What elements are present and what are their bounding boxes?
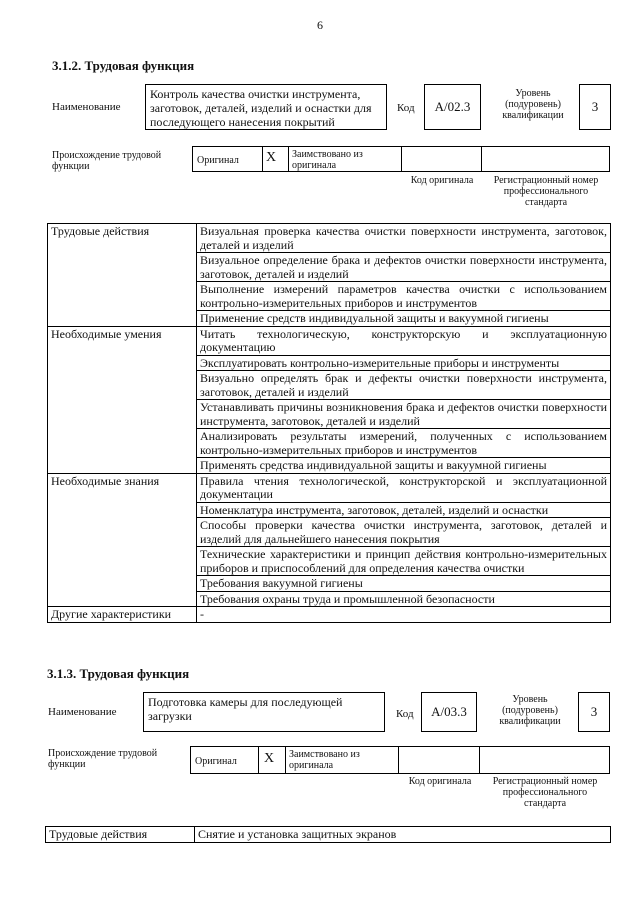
section-heading-1: 3.1.2. Трудовая функция: [52, 58, 195, 73]
original-label: Оригинал: [197, 155, 239, 166]
row-category: Необходимые знания: [48, 473, 197, 607]
level-value: 3: [578, 692, 610, 732]
borrowed-label: Заимствовано из оригинала: [292, 149, 363, 171]
origin-label: Происхождение трудовой функции: [48, 748, 158, 770]
table-cell: Технические характеристики и принцип действия контрольно-измерительных приборов и приспособлений для определения качества очистки: [197, 547, 611, 576]
original-mark: X: [266, 150, 277, 165]
code-value: A/02.3: [424, 84, 481, 130]
table-cell: Визуально определять брак и дефекты очистки поверхности инструмента, заготовок, деталей и изделий: [197, 371, 611, 400]
function-name-box: Подготовка камеры для последующей загрузки: [143, 692, 385, 732]
row-category: Трудовые действия: [46, 827, 195, 843]
name-label: Наименование: [48, 706, 117, 718]
table-cell: -: [197, 607, 611, 623]
row-category: Необходимые умения: [48, 326, 197, 473]
origin-divider: [398, 746, 399, 774]
original-mark: X: [264, 751, 275, 766]
table-cell: Эксплуатировать контрольно-измерительные приборы и инструменты: [197, 355, 611, 371]
code-label: Код: [396, 708, 414, 720]
table-cell: Устанавливать причины возникновения брака и дефектов очистки поверхности инструмента, заготовок, деталей и изделий: [197, 400, 611, 429]
level-label: Уровень (подуровень) квалификации: [499, 694, 561, 727]
requirements-table-1: [47, 223, 611, 623]
original-label: Оригинал: [195, 756, 237, 767]
code-original-label: Код оригинала: [408, 776, 472, 787]
table-cell: Снятие и установка защитных экранов: [195, 827, 611, 843]
page-number: 6: [317, 18, 323, 32]
origin-divider: [288, 146, 289, 172]
table-cell: Применять средства индивидуальной защиты и вакуумной гигиены: [197, 458, 611, 474]
origin-divider: [262, 146, 263, 172]
table-cell: Способы проверки качества очистки инструмента, заготовок, деталей и изделий для дальнейшего нанесения покрытия: [197, 518, 611, 547]
reg-number-label: Регистрационный номер профессионального стандарта: [492, 776, 598, 809]
origin-label: Происхождение трудовой функции: [52, 150, 162, 172]
origin-divider: [285, 746, 286, 774]
table-cell: Применение средств индивидуальной защиты и вакуумной гигиены: [197, 311, 611, 327]
table-cell: Номенклатура инструмента, заготовок, деталей, изделий и оснастки: [197, 502, 611, 518]
table-cell: Визуальное определение брака и дефектов очистки поверхности инструмента, заготовок, деталей и изделий: [197, 253, 611, 282]
table-cell: Требования вакуумной гигиены: [197, 576, 611, 592]
code-value: A/03.3: [421, 692, 477, 732]
origin-divider: [479, 746, 480, 774]
reg-number-label: Регистрационный номер профессионального стандарта: [493, 175, 599, 208]
origin-box: [190, 746, 610, 774]
table-cell: Требования охраны труда и промышленной безопасности: [197, 591, 611, 607]
table-cell: Выполнение измерений параметров качества очистки с использованием контрольно-измерительных приборов и инструментов: [197, 282, 611, 311]
table-cell: Визуальная проверка качества очистки поверхности инструмента, заготовок, деталей и изделий: [197, 224, 611, 253]
table-cell: Анализировать результаты измерений, полученных с использованием контрольно-измерительных приборов и инструментов: [197, 429, 611, 458]
origin-divider: [401, 146, 402, 172]
section-heading-2: 3.1.3. Трудовая функция: [47, 666, 190, 681]
row-category: Трудовые действия: [48, 224, 197, 327]
table-cell: Правила чтения технологической, конструкторской и эксплуатационной документации: [197, 473, 611, 502]
requirements-table-2: [45, 826, 611, 843]
level-label: Уровень (подуровень) квалификации: [502, 88, 564, 121]
code-label: Код: [397, 102, 415, 114]
function-name-box: Контроль качества очистки инструмента, заготовок, деталей, изделий и оснастки для последующего нанесения покрытий: [145, 84, 387, 130]
level-value: 3: [579, 84, 611, 130]
code-original-label: Код оригинала: [410, 175, 474, 186]
origin-divider: [258, 746, 259, 774]
name-label: Наименование: [52, 101, 121, 113]
borrowed-label: Заимствовано из оригинала: [289, 749, 360, 771]
origin-divider: [481, 146, 482, 172]
table-cell: Читать технологическую, конструкторскую и эксплуатационную документацию: [197, 326, 611, 355]
row-category: Другие характеристики: [48, 607, 197, 623]
